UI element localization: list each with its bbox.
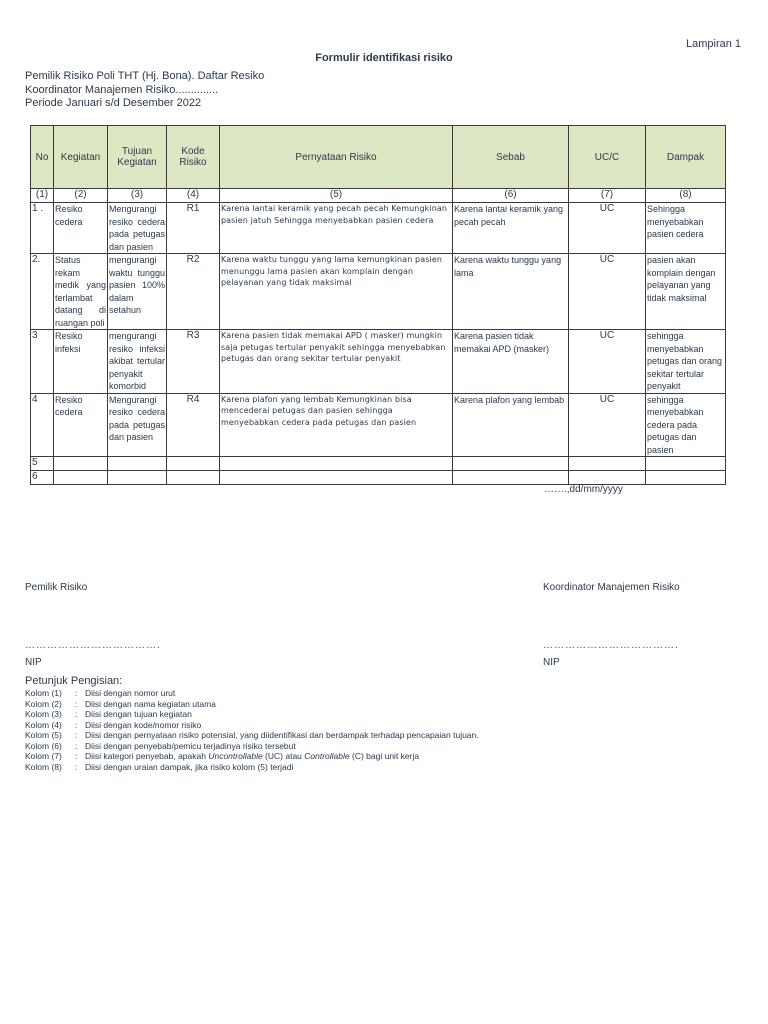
instruction-column: Kolom (2) [25,698,62,709]
row-tujuan: Mengurangi resiko cedera pada petugas dan pasien [109,204,165,252]
form-title: Formulir identifikasi risiko [315,52,453,64]
row-tujuan: mengurangi resiko infeksi akibat tertular penyakit komorbid [109,331,165,391]
row-dampak: pasien akan komplain dengan pelayanan yang tidak maksimal [646,254,726,330]
col-number: (6) [453,189,569,203]
instruction-text: Diisi dengan nama kegiatan utama [85,698,216,709]
row-empty-cell [646,471,726,485]
col-header-sebab: Sebab [453,126,569,189]
row-kode: R1 [167,203,220,254]
row-dampak: sehingga menyebabkan cedera pada petugas dan pasien [646,393,726,457]
col-number: (1) [31,189,54,203]
column-number-row [31,189,726,203]
instruction-colon: : [75,730,78,740]
row-empty-cell [167,471,220,485]
row-ucc: UC [569,254,646,330]
instruction-text-part: (UC) atau [262,751,305,761]
instruction-column: Kolom (5) [25,730,62,740]
row-sebab: Karena lantai keramik yang pecah pecah [453,203,569,254]
coordinator-line: Koordinator Manajemen Risiko.............. [25,84,219,96]
row-kegiatan: Resiko cedera [54,393,108,457]
row-no: 4 [31,393,54,457]
row-empty-cell [108,457,167,471]
row-kode: R4 [167,393,220,457]
risk-identification-table [30,125,726,485]
risk-owner-signature-line: ………………………………. [25,640,161,651]
row-empty-cell [646,457,726,471]
instruction-item [25,741,479,752]
instruction-text: Diisi dengan kode/nomor risiko [85,719,202,730]
row-sebab: Karena pasien tidak memakai APD (masker) [453,330,569,394]
row-pernyataan: Karena lantai keramik yang pecah pecah Kemungkinan pasien jatuh Sehingga menyebabkan pasien cedera [220,203,453,254]
instructions-list [25,688,479,772]
row-no: 1 . [31,203,54,254]
instruction-item [25,699,479,710]
instruction-colon: : [75,709,78,719]
instruction-column: Kolom (3) [25,709,62,719]
instruction-text: Diisi dengan uraian dampak, jika risiko kolom (5) terjadi [85,761,294,772]
row-sebab: Karena plafon yang lembab [453,393,569,457]
instruction-text-part: (C) bagi unit kerja [349,751,420,761]
row-empty-cell [453,457,569,471]
col-number: (5) [220,189,453,203]
risk-owner-nip: NIP [25,657,42,668]
instruction-text: Diisi dengan penyebab/pemicu terjadinya risiko tersebut [85,740,296,751]
row-no: 5 [31,457,54,471]
row-empty-cell [54,457,108,471]
risk-owner-signature-label: Pemilik Risiko [25,582,88,593]
row-dampak: Sehingga menyebabkan pasien cedera [646,203,726,254]
row-empty-cell [569,471,646,485]
col-header-tujuan: Tujuan Kegiatan [108,126,167,189]
row-sebab: Karena waktu tunggu yang lama [453,254,569,330]
instruction-item [25,762,479,773]
instruction-column: Kolom (8) [25,761,62,772]
instruction-term-controllable: Controllable [304,751,350,761]
table-row [31,330,726,394]
row-tujuan: Mengurangi resiko cedera pada petugas dan pasien [108,393,167,457]
row-ucc: UC [569,393,646,457]
coordinator-signature-label: Koordinator Manajemen Risiko [543,582,680,593]
table-row [31,203,726,254]
col-number: (7) [569,189,646,203]
instruction-colon: : [75,761,78,772]
instruction-colon: : [75,751,78,761]
instruction-colon: : [75,698,78,709]
instruction-text: Diisi dengan pernyataan risiko potensial, yang diidentifikasi dan berdampak terhadap pencapaian tujuan. [85,730,479,740]
row-empty-cell [108,471,167,485]
col-header-kegiatan: Kegiatan [54,126,108,189]
row-dampak: sehingga menyebabkan petugas dan orang sekitar tertular penyakit [646,330,726,394]
col-number: (2) [54,189,108,203]
col-number: (3) [108,189,167,203]
instruction-item [25,730,479,741]
instruction-colon: : [75,740,78,751]
row-tujuan: mengurangi waktu tunggu pasien 100% dalam setahun [108,254,167,330]
instruction-column: Kolom (7) [25,751,62,761]
row-pernyataan: Karena plafon yang lembab Kemungkinan bisa mencederai petugas dan pasien sehingga menyebabkan cedera pada petugas dan pasien [220,393,453,457]
table-row [31,393,726,457]
col-number: (8) [646,189,726,203]
row-no: 3 [31,330,54,394]
col-header-dampak: Dampak [646,126,726,189]
instruction-item [25,751,479,762]
table-row [31,254,726,330]
instruction-term-uncontrollable: Uncontrollable [208,751,263,761]
instruction-text: Diisi dengan nomor urut [85,688,176,698]
instruction-column: Kolom (6) [25,740,62,751]
row-empty-cell [569,457,646,471]
coordinator-nip: NIP [543,657,560,668]
instruction-text: Diisi dengan tujuan kegiatan [85,709,192,719]
place-date: …….,dd/mm/yyyy [544,484,623,495]
row-kode: R3 [167,330,220,394]
risk-owner-line: Pemilik Risiko Poli THT (Hj. Bona). Daftar Resiko [25,70,265,82]
col-header-kode: Kode Risiko [167,126,220,189]
attachment-label: Lampiran 1 [686,38,742,50]
instruction-text-part: Diisi kategori penyebab, apakah [85,751,209,761]
row-empty-cell [54,471,108,485]
row-no: 2. [31,254,54,330]
coordinator-signature-line: ………………………………. [543,640,679,651]
col-header-no: No [31,126,54,189]
row-ucc: UC [569,330,646,394]
row-kegiatan: Resiko cedera [54,203,108,254]
row-ucc: UC [569,203,646,254]
instruction-item [25,720,479,731]
instruction-column: Kolom (4) [25,719,62,730]
instruction-item [25,688,479,699]
row-empty-cell [453,471,569,485]
col-header-pernyataan: Pernyataan Risiko [220,126,453,189]
row-empty-cell [220,471,453,485]
row-kode: R2 [167,254,220,330]
instruction-item [25,709,479,720]
table-header-row [31,126,726,189]
row-no: 6 [31,471,54,485]
instructions-title: Petunjuk Pengisian: [25,675,123,687]
row-pernyataan: Karena waktu tunggu yang lama kemungkinan pasien menunggu lama pasien akan komplain dengan pelayanan yang tidak maksimal [220,254,453,330]
row-empty-cell [167,457,220,471]
row-kegiatan: Status rekam medik yang terlambat datang di ruangan poli [55,255,106,328]
instruction-text [85,751,419,762]
instruction-colon: : [75,688,78,698]
row-empty-cell [220,457,453,471]
table-row [31,457,726,471]
col-number: (4) [167,189,220,203]
instruction-column: Kolom (1) [25,688,62,698]
instruction-colon: : [75,719,78,730]
table-row [31,471,726,485]
period-line: Periode Januari s/d Desember 2022 [25,97,202,109]
col-header-ucc: UC/C [569,126,646,189]
row-pernyataan: Karena pasien tidak memakai APD ( masker) mungkin saja petugas tertular penyakit sehingga menyebabkan petugas dan orang sekitar tertular penyakit [220,330,453,394]
row-kegiatan: Resiko infeksi [54,330,108,394]
